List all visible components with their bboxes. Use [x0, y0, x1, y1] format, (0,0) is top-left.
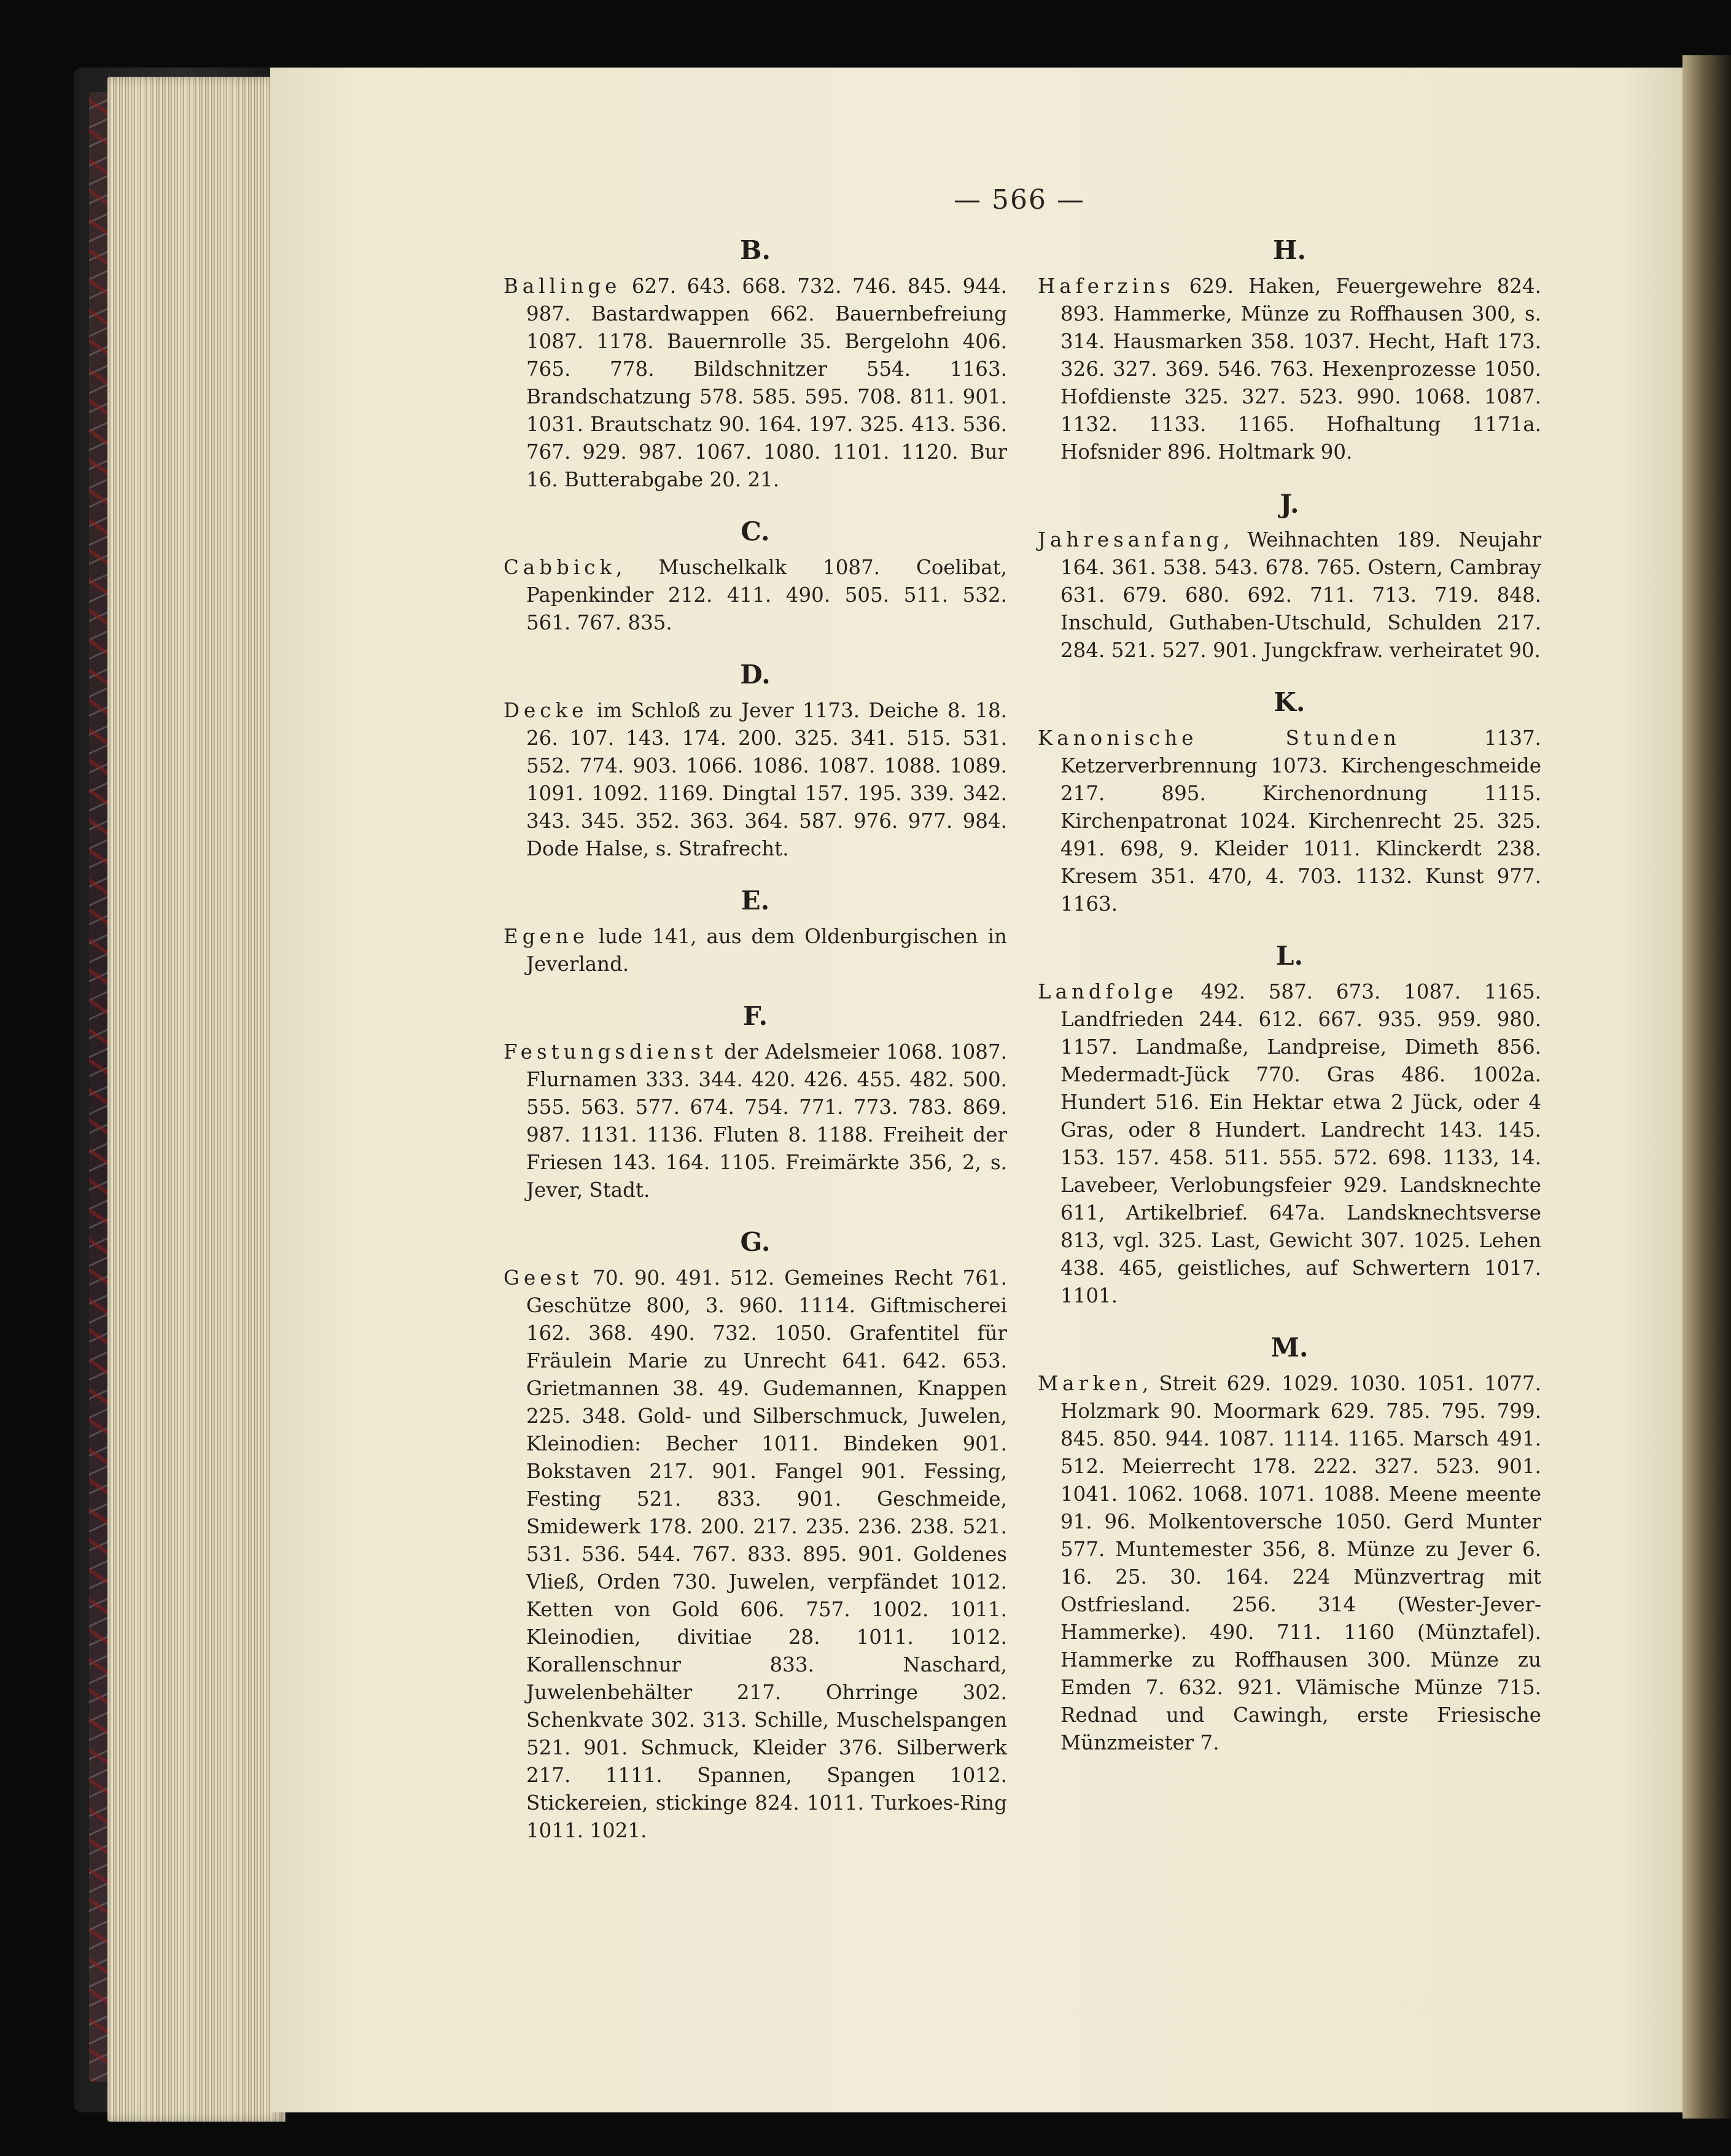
entry-keyword: Ballinge — [504, 274, 621, 298]
entry-keyword: Jahresanfang — [1038, 528, 1224, 551]
entry-keyword: Kanonische Stunden — [1038, 726, 1401, 750]
section-heading: B. — [739, 235, 771, 265]
right-column — [1038, 233, 1541, 1778]
section-heading: M. — [1270, 1333, 1309, 1363]
index-section — [1038, 939, 1541, 1310]
index-section — [504, 884, 1007, 978]
index-entry — [504, 1264, 1007, 1845]
gutter-shadow — [1682, 55, 1731, 2119]
index-section — [1038, 233, 1541, 466]
entry-text: , Muschelkalk 1087. Coelibat, Papenkinder 212. 411. 490. 505. 511. 532. 561. 767. 835. — [526, 556, 1007, 634]
index-section — [504, 515, 1007, 637]
index-entry — [1038, 273, 1541, 466]
section-heading: K. — [1274, 687, 1305, 717]
entry-text: , Weihnachten 189. Neujahr 164. 361. 538. 543. 678. 765. Ostern, Cambray 631. 679. 680. 692. 711. 713. 719. 848. Inschuld, Guthaben-Utschuld, Schulden 217. 284. 521. 527. 901. Jungckfraw. verheiratet 90. — [1060, 528, 1541, 662]
index-section — [504, 658, 1007, 863]
entry-keyword: Landfolge — [1038, 980, 1178, 1003]
section-heading: C. — [741, 516, 770, 547]
entry-text: 70. 90. 491. 512. Gemeines Recht 761. Geschütze 800, 3. 960. 1114. Giftmischerei 162. 368. 490. 732. 1050. Grafentitel für Fräulein Marie zu Unrecht 641. 642. 653. Grietmannen 38. 49. Gudemannen, Knappen 225. 348. Gold- und Silberschmuck, Juwelen, Kleinodien: Becher 1011. Bindeken 901. Bokstaven 217. 901. Fangel 901. Fessing, Festing 521. 833. 901. Geschmeide, Smidewerk 178. 200. 217. 235. 236. 238. 521. 531. 536. 544. 767. 833. 895. 901. Goldenes Vließ, Orden 730. Juwelen, verpfändet 1012. Ketten von Gold 606. 757. 1002. 1011. Kleinodien, divitiae 28. 1011. 1012. Korallenschnur 833. Naschard, Juwelenbehälter 217. Ohrringe 302. Schenkvate 302. 313. Schille, Muschelspangen 521. 901. Schmuck, Kleider 376. Silberwerk 217. 1111. Spannen, Spangen 1012. Stickereien, stickinge 824. 1011. Turkoes-Ring 1011. 1021. — [526, 1266, 1007, 1842]
section-heading: G. — [740, 1227, 771, 1257]
entry-text: der Adelsmeier 1068. 1087. Flurnamen 333. 344. 420. 426. 455. 482. 500. 555. 563. 577. 674. 754. 771. 773. 783. 869. 987. 1131. 1136. Fluten 8. 1188. Freiheit der Friesen 143. 164. 1105. Freimärkte 356, 2, s. Jever, Stadt. — [526, 1040, 1007, 1202]
entry-text: 492. 587. 673. 1087. 1165. Landfrieden 244. 612. 667. 935. 959. 980. 1157. Landmaße, Landpreise, Dimeth 856. Medermadt-Jück 770. Gras 486. 1002a. Hundert 516. Ein Hektar etwa 2 Jück, oder 4 Gras, oder 8 Hundert. Landrecht 143. 145. 153. 157. 458. 511. 555. 572. 698. 1133, 14. Lavebeer, Verlobungsfeier 929. Landsknechte 611, Artikelbrief. 647a. Landsknechtsverse 813, vgl. 325. Last, Gewicht 307. 1025. Lehen 438. 465, geistliches, auf Schwertern 1017. 1101. — [1060, 980, 1541, 1307]
index-entry — [1038, 978, 1541, 1310]
index-entry — [504, 273, 1007, 494]
index-entry — [1038, 1370, 1541, 1757]
entry-text: im Schloß zu Jever 1173. Deiche 8. 18. 26. 107. 143. 174. 200. 325. 341. 515. 531. 552. 774. 903. 1066. 1086. 1087. 1088. 1089. 1091. 1092. 1169. Dingtal 157. 195. 339. 342. 343. 345. 352. 363. 364. 587. 976. 977. 984. Dode Halse, s. Strafrecht. — [526, 699, 1007, 860]
index-entry — [1038, 725, 1541, 918]
section-heading: F. — [742, 1001, 768, 1031]
section-heading: D. — [740, 660, 771, 690]
entry-text: 627. 643. 668. 732. 746. 845. 944. 987. Bastardwappen 662. Bauernbefreiung 1087. 1178. Bauernrolle 35. Bergelohn 406. 765. 778. Bildschnitzer 554. 1163. Brandschatzung 578. 585. 595. 708. 811. 901. 1031. Brautschatz 90. 164. 197. 325. 413. 536. 767. 929. 987. 1067. 1080. 1101. 1120. Bur 16. Butterabgabe 20. 21. — [526, 274, 1007, 491]
page-stack-edge — [107, 77, 286, 2122]
index-section — [504, 999, 1007, 1204]
left-column — [504, 233, 1007, 1866]
section-heading: L. — [1275, 941, 1304, 971]
index-entry — [504, 1038, 1007, 1204]
section-heading: E. — [741, 885, 770, 916]
entry-text: 1137. Ketzerverbrennung 1073. Kirchengeschmeide 217. 895. Kirchenordnung 1115. Kirchenpatronat 1024. Kirchenrecht 25. 325. 491. 698, 9. Kleider 1011. Klinckerdt 238. Kresem 351. 470, 4. 703. 1132. Kunst 977. 1163. — [1060, 726, 1542, 916]
entry-keyword: Cabbick — [504, 556, 617, 579]
page-number: — 566 — — [954, 184, 1085, 216]
entry-text: , Streit 629. 1029. 1030. 1051. 1077. Holzmark 90. Moormark 629. 785. 795. 799. 845. 850. 944. 1087. 1114. 1165. Marsch 491. 512. Meierrecht 178. 222. 327. 523. 901. 1041. 1062. 1068. 1071. 1088. Meene meente 91. 96. Molkentoversche 1050. Gerd Munter 577. Muntemester 356, 8. Münze zu Jever 6. 16. 25. 30. 164. 224 Münzvertrag mit Ostfriesland. 256. 314 (Wester-Jever-Hammerke). 490. 711. 1160 (Münztafel). Hammerke zu Roffhausen 300. Münze zu Emden 7. 632. 921. Vlämische Münze 715. Rednad und Cawingh, erste Friesische Münzmeister 7. — [1060, 1372, 1541, 1754]
entry-text: 629. Haken, Feuergewehre 824. 893. Hammerke, Münze zu Roffhausen 300, s. 314. Hausmarken 358. 1037. Hecht, Haft 173. 326. 327. 369. 546. 763. Hexenprozesse 1050. Hofdienste 325. 327. 523. 990. 1068. 1087. 1132. 1133. 1165. Hofhaltung 1171a. Hofsnider 896. Holtmark 90. — [1060, 274, 1541, 464]
index-section — [1038, 487, 1541, 664]
index-entry — [504, 923, 1007, 978]
section-heading: J. — [1280, 489, 1299, 519]
index-section — [504, 233, 1007, 494]
entry-keyword: Festungsdienst — [504, 1040, 718, 1064]
index-entry — [504, 697, 1007, 863]
index-section — [1038, 685, 1541, 918]
entry-keyword: Egene — [504, 925, 589, 948]
index-section — [504, 1225, 1007, 1845]
entry-keyword: Decke — [504, 699, 588, 722]
entry-keyword: Marken — [1038, 1372, 1143, 1395]
index-section — [1038, 1331, 1541, 1757]
index-entry — [1038, 526, 1541, 664]
index-entry — [504, 554, 1007, 637]
section-heading: H. — [1272, 235, 1307, 265]
entry-keyword: Geest — [504, 1266, 583, 1290]
entry-text: lude 141, aus dem Oldenburgischen in Jeverland. — [526, 925, 1007, 976]
entry-keyword: Haferzins — [1038, 274, 1175, 298]
